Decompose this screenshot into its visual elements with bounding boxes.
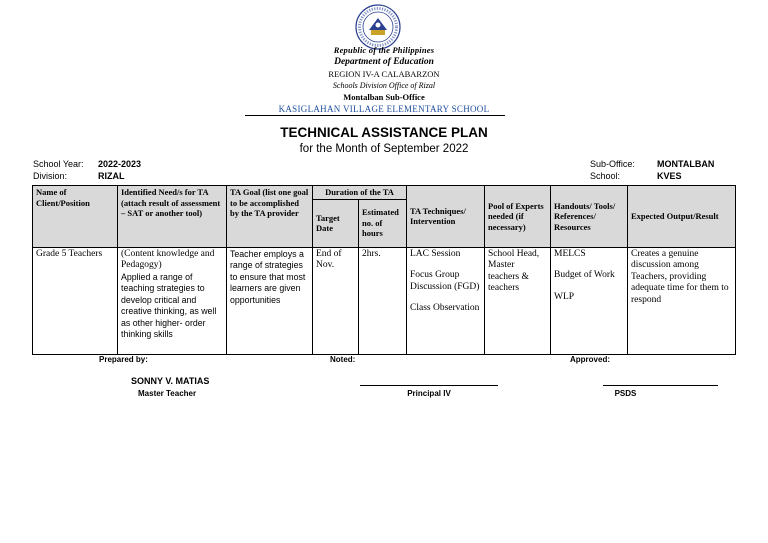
header-republic: Republic of the Philippines (333, 45, 435, 55)
header-sub-office: Montalban Sub-Office (343, 92, 425, 102)
cell-techniques (407, 247, 485, 354)
header-hours: Estimated no. of hours (359, 199, 407, 247)
technique-item: Class Observation (410, 303, 480, 313)
approved-label: Approved: (570, 355, 610, 364)
ta-plan-table (32, 185, 736, 355)
sub-office-value: MONTALBAN (657, 159, 715, 169)
cell-client: Grade 5 Teachers (33, 247, 118, 354)
table-row (33, 247, 736, 354)
noted-signature-line (360, 385, 498, 386)
header-goal: TA Goal (list one goal to be accomplished by the TA provider (227, 186, 313, 248)
header-department: Department of Education (334, 57, 434, 67)
school-year-value: 2022-2023 (98, 159, 142, 169)
cell-goal: Teacher employs a range of strategies to ensure that most learners are given opportunities (227, 247, 313, 354)
needs-category: (Content knowledge and Pedagogy) (121, 248, 215, 270)
handout-item: Budget of Work (554, 270, 615, 280)
page-title: TECHNICAL ASSISTANCE PLAN (280, 125, 488, 140)
noted-position: Principal IV (407, 389, 451, 398)
cell-experts: School Head, Master teachers & teachers (485, 247, 551, 354)
division-value: RIZAL (98, 171, 125, 181)
prepared-position: Master Teacher (138, 389, 197, 398)
header-duration: Duration of the TA (313, 186, 407, 200)
header-output: Expected Output/Result (628, 186, 736, 248)
cell-handouts (551, 247, 628, 354)
noted-label: Noted: (330, 355, 356, 364)
cell-target-date: End of Nov. (313, 247, 359, 354)
cell-output: Creates a genuine discussion among Teachers, providing adequate time for them to respond (628, 247, 736, 354)
school-value: KVES (657, 171, 682, 181)
handout-item: MELCS (554, 248, 586, 259)
handout-item: WLP (554, 291, 575, 302)
needs-description: Applied a range of teaching strategies to develop critical and creative thinking, as well as other higher- order thinking skills (121, 271, 217, 339)
header-needs: Identified Need/s for TA (attach result of assessment – SAT or another tool) (118, 186, 227, 248)
header-handouts: Handouts/ Tools/ References/ Resources (551, 186, 628, 248)
prepared-name: SONNY V. MATIAS (131, 376, 210, 386)
header-techniques: TA Techniques/ Intervention (407, 186, 485, 248)
deped-seal-icon (355, 4, 401, 50)
header-experts: Pool of Experts needed (if necessary) (485, 186, 551, 248)
header-divider (245, 115, 505, 116)
header-school-name: KASIGLAHAN VILLAGE ELEMENTARY SCHOOL (278, 104, 490, 114)
sub-office-label: Sub-Office: (590, 159, 635, 169)
cell-needs (118, 247, 227, 354)
approved-signature-line (603, 385, 718, 386)
technique-item: LAC Session (410, 248, 461, 259)
page-subtitle: for the Month of September 2022 (299, 143, 469, 155)
school-year-label: School Year: (33, 159, 84, 169)
approved-position: PSDS (614, 389, 637, 398)
header-division-office: Schools Division Office of Rizal (332, 81, 436, 90)
header-region: REGION IV-A CALABARZON (328, 69, 440, 79)
header-target-date: Target Date (313, 199, 359, 247)
header-client: Name of Client/Position (33, 186, 118, 248)
school-label: School: (590, 171, 621, 181)
technique-item: Focus Group Discussion (FGD) (410, 270, 480, 292)
prepared-label: Prepared by: (99, 355, 148, 364)
division-label: Division: (33, 171, 68, 181)
cell-hours: 2hrs. (359, 247, 407, 354)
